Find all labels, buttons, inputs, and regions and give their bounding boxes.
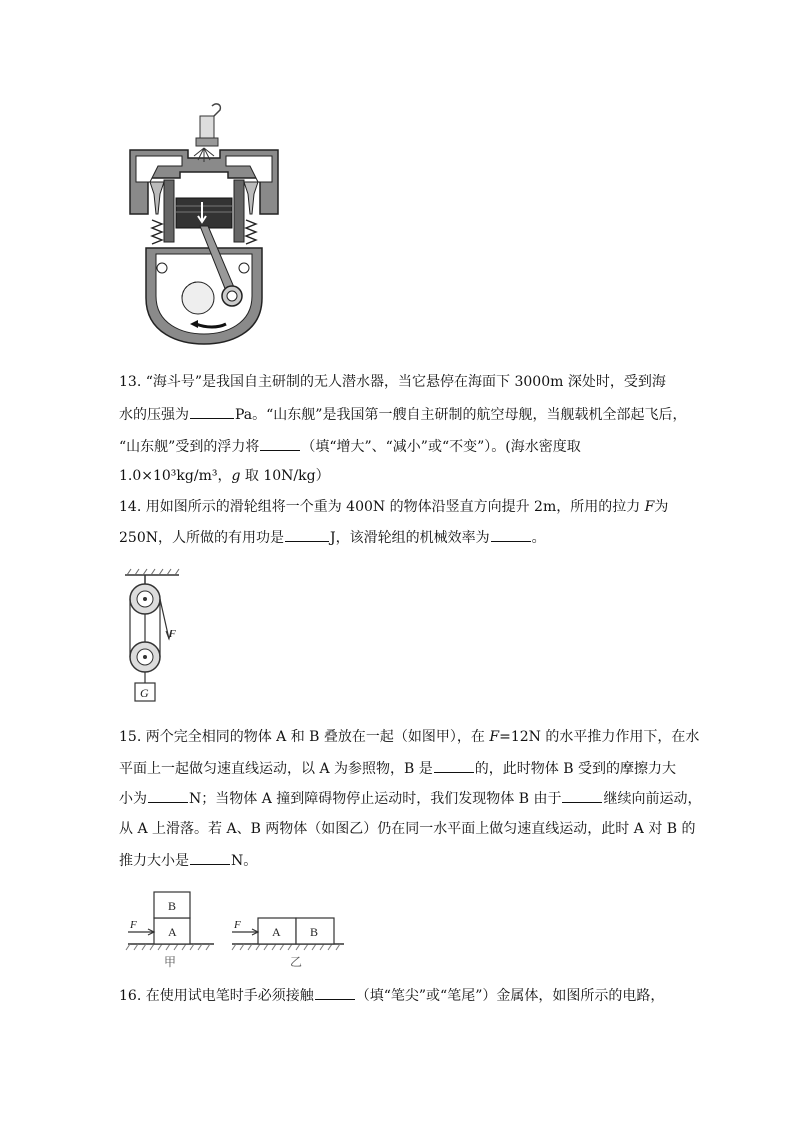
q14-blank-efficiency[interactable] [491,527,531,542]
q14-text-1a: 14. 用如图所示的滑轮组将一个重为 400N 的物体沿竖直方向提升 2m，所用的拉力 [119,499,645,515]
q13-text-3b: （填“增大”、“减小”或“不变”）。(海水密度取 [301,439,581,455]
q14-blank-work[interactable] [285,527,329,542]
q14-text-2c: 。 [531,530,546,546]
q13-text-2a: 水的压强为 [119,407,189,423]
q15-text-3a: 小为 [119,791,147,807]
blocks-diagram [124,886,346,970]
q13-text-4b: 取 10N/kg） [240,468,330,484]
q15-blank-friction[interactable] [148,788,188,803]
q13-text-3a: “山东舰”受到的浮力将 [119,439,260,455]
force-F-left-label: F [130,919,137,931]
pulley-F-label: F [169,628,176,640]
q14-text-1b: 为 [654,499,669,515]
q13-text-2b: Pa。“山东舰”是我国第一艘自主研制的航空母舰，当舰载机全部起飞后， [235,407,687,423]
q15-text-1a: 15. 两个完全相同的物体 A 和 B 叠放在一起（如图甲），在 [119,729,490,745]
block-B-left-label: B [168,899,177,913]
q16-line-1 [119,985,664,1006]
q16-text-1b: （填“笔尖”或“笔尾”）金属体，如图所示的电路， [355,988,665,1004]
q13-text-1: 13. “海斗号”是我国自主研制的无人潜水器，当它悬停在海面下 3000m 深处时，受到海 [119,374,666,390]
q13-blank-buoyancy[interactable] [260,436,300,451]
q15-text-3c: 继续向前运动， [603,791,702,807]
q15-text-2b: 的，此时物体 B 受到的摩擦力大 [474,761,676,777]
q15-text-3b: N；当物体 A 撞到障碍物停止运动时，我们发现物体 B 由于 [189,791,562,807]
block-B-right-label: B [310,925,319,939]
caption-yi: 乙 [290,955,303,969]
q14-text-2a: 250N，人所做的有用功是 [119,530,284,546]
q16-blank-contact[interactable] [315,985,355,1000]
block-A-left-label: A [168,925,177,939]
block-A-right-label: A [272,925,281,939]
caption-jia: 甲 [164,955,177,969]
force-F-right-label: F [234,919,241,931]
engine-cylinder-diagram [128,102,280,346]
q13-line-1 [119,372,666,392]
q15-text-5b: N。 [231,853,258,869]
q14-line-1 [119,497,668,517]
q15-text-4: 从 A 上滑落。若 A、B 两物体（如图乙）仍在同一水平面上做匀速直线运动，此时 A 对 B 的 [119,821,696,837]
q14-line-2 [119,527,546,548]
q15-F-symbol: F [489,729,500,745]
q14-text-2b: J，该滑轮组的机械效率为 [329,530,490,546]
q15-line-5 [119,850,257,871]
q15-line-1 [119,727,699,747]
q13-line-2 [119,404,686,425]
q13-line-3 [119,436,581,457]
q15-text-1b: =12N 的水平推力作用下，在水 [499,729,700,745]
q15-line-3 [119,788,701,809]
q15-blank-push-force[interactable] [190,850,230,865]
q15-blank-inertia[interactable] [562,788,602,803]
q15-line-4 [119,819,696,839]
q13-g-symbol: g [231,468,241,484]
q13-line-4 [119,466,330,486]
q15-text-5a: 推力大小是 [119,853,189,869]
q13-text-4a: 1.0×10³kg/m³， [119,468,232,484]
pulley-system-diagram [121,567,187,707]
pulley-G-label: G [140,686,149,700]
q15-text-2a: 平面上一起做匀速直线运动，以 A 为参照物，B 是 [119,761,433,777]
q13-blank-pressure[interactable] [190,404,234,419]
q14-F-symbol: F [644,499,655,515]
q16-text-1a: 16. 在使用试电笔时手必须接触 [119,988,314,1004]
q15-line-2 [119,758,676,779]
q15-blank-motion-state[interactable] [434,758,474,773]
